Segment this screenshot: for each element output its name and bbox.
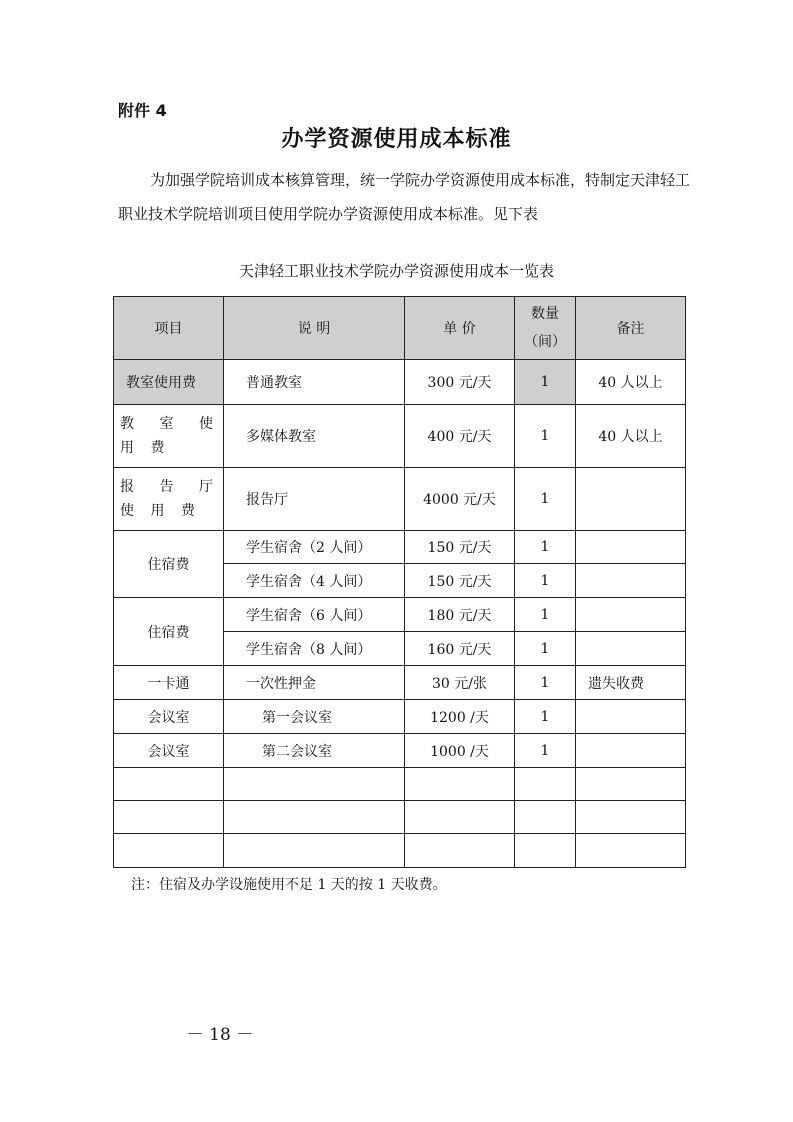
table-row-empty: [114, 834, 686, 868]
cell-item: 教 室 使 用 费: [114, 405, 224, 468]
cell-qty: 1: [515, 632, 576, 666]
cell-qty: 1: [515, 531, 576, 564]
cell-remark: [576, 734, 686, 768]
empty-cell: [114, 834, 224, 868]
cost-table: [113, 296, 686, 868]
cell-item: 报 告 厅 使 用 费: [114, 468, 224, 531]
cell-qty: 1: [515, 666, 576, 700]
cell-price: 4000 元/天: [405, 468, 515, 531]
empty-cell: [576, 801, 686, 834]
table-row: [114, 666, 686, 700]
cell-desc: 学生宿舍（4 人间）: [224, 564, 405, 598]
cell-price: 400 元/天: [405, 405, 515, 468]
cell-item: 住宿费: [114, 531, 224, 598]
cell-price: 150 元/天: [405, 531, 515, 564]
table-header-row: [114, 297, 686, 360]
footnote: 注：住宿及办学设施使用不足 1 天的按 1 天收费。: [131, 877, 447, 893]
header-item: 项目: [114, 297, 224, 360]
table-row-empty: [114, 768, 686, 801]
page-number: － 18 －: [186, 1025, 254, 1045]
cell-item: 教室使用费: [114, 360, 224, 405]
cell-price: 1200 /天: [405, 700, 515, 734]
cell-desc: 第一会议室: [224, 700, 405, 734]
header-desc: 说 明: [224, 297, 405, 360]
cell-remark: 遗失收费: [576, 666, 686, 700]
attachment-label: 附件 4: [118, 101, 167, 120]
cell-remark: 40 人以上: [576, 405, 686, 468]
cell-remark: 40 人以上: [576, 360, 686, 405]
cell-desc: 学生宿舍（6 人间）: [224, 598, 405, 632]
empty-cell: [224, 768, 405, 801]
table-row: [114, 468, 686, 531]
cell-qty: 1: [515, 700, 576, 734]
cell-qty: 1: [515, 468, 576, 531]
empty-cell: [224, 834, 405, 868]
cell-desc: 第二会议室: [224, 734, 405, 768]
intro-paragraph: 为加强学院培训成本核算管理，统一学院办学资源使用成本标准，特制定天津轻工职业技术学院培训项目使用学院办学资源使用成本标准。见下表: [118, 171, 691, 223]
cell-price: 30 元/张: [405, 666, 515, 700]
empty-cell: [405, 801, 515, 834]
empty-cell: [576, 768, 686, 801]
cell-item: 会议室: [114, 734, 224, 768]
table-row: [114, 360, 686, 405]
cell-price: 180 元/天: [405, 598, 515, 632]
document-title: 办学资源使用成本标准: [281, 127, 512, 152]
cell-price: 1000 /天: [405, 734, 515, 768]
cell-remark: [576, 564, 686, 598]
cell-item: 住宿费: [114, 598, 224, 666]
cell-qty: 1: [515, 360, 576, 405]
cell-desc: 普通教室: [224, 360, 405, 405]
cell-price: 160 元/天: [405, 632, 515, 666]
cell-remark: [576, 468, 686, 531]
cell-desc: 报告厅: [224, 468, 405, 531]
cell-remark: [576, 531, 686, 564]
empty-cell: [576, 834, 686, 868]
cell-remark: [576, 700, 686, 734]
cell-item: 会议室: [114, 700, 224, 734]
table-row: [114, 598, 686, 632]
cell-qty: 1: [515, 598, 576, 632]
cell-qty: 1: [515, 405, 576, 468]
empty-cell: [515, 768, 576, 801]
empty-cell: [114, 801, 224, 834]
header-qty: 数量（间）: [515, 297, 576, 360]
table-row: [114, 700, 686, 734]
cell-remark: [576, 632, 686, 666]
empty-cell: [515, 834, 576, 868]
cell-qty: 1: [515, 734, 576, 768]
empty-cell: [114, 768, 224, 801]
empty-cell: [405, 768, 515, 801]
header-remark: 备注: [576, 297, 686, 360]
cell-desc: 学生宿舍（2 人间）: [224, 531, 405, 564]
cell-desc: 多媒体教室: [224, 405, 405, 468]
cell-desc: 一次性押金: [224, 666, 405, 700]
cell-price: 150 元/天: [405, 564, 515, 598]
cell-price: 300 元/天: [405, 360, 515, 405]
table-row-empty: [114, 801, 686, 834]
cell-item: 一卡通: [114, 666, 224, 700]
table-row: [114, 531, 686, 564]
table-caption: 天津轻工职业技术学院办学资源使用成本一览表: [238, 262, 554, 280]
empty-cell: [405, 834, 515, 868]
table-row: [114, 734, 686, 768]
header-price: 单 价: [405, 297, 515, 360]
empty-cell: [515, 801, 576, 834]
cell-desc: 学生宿舍（8 人间）: [224, 632, 405, 666]
cell-remark: [576, 598, 686, 632]
cell-qty: 1: [515, 564, 576, 598]
empty-cell: [224, 801, 405, 834]
table-row: [114, 405, 686, 468]
